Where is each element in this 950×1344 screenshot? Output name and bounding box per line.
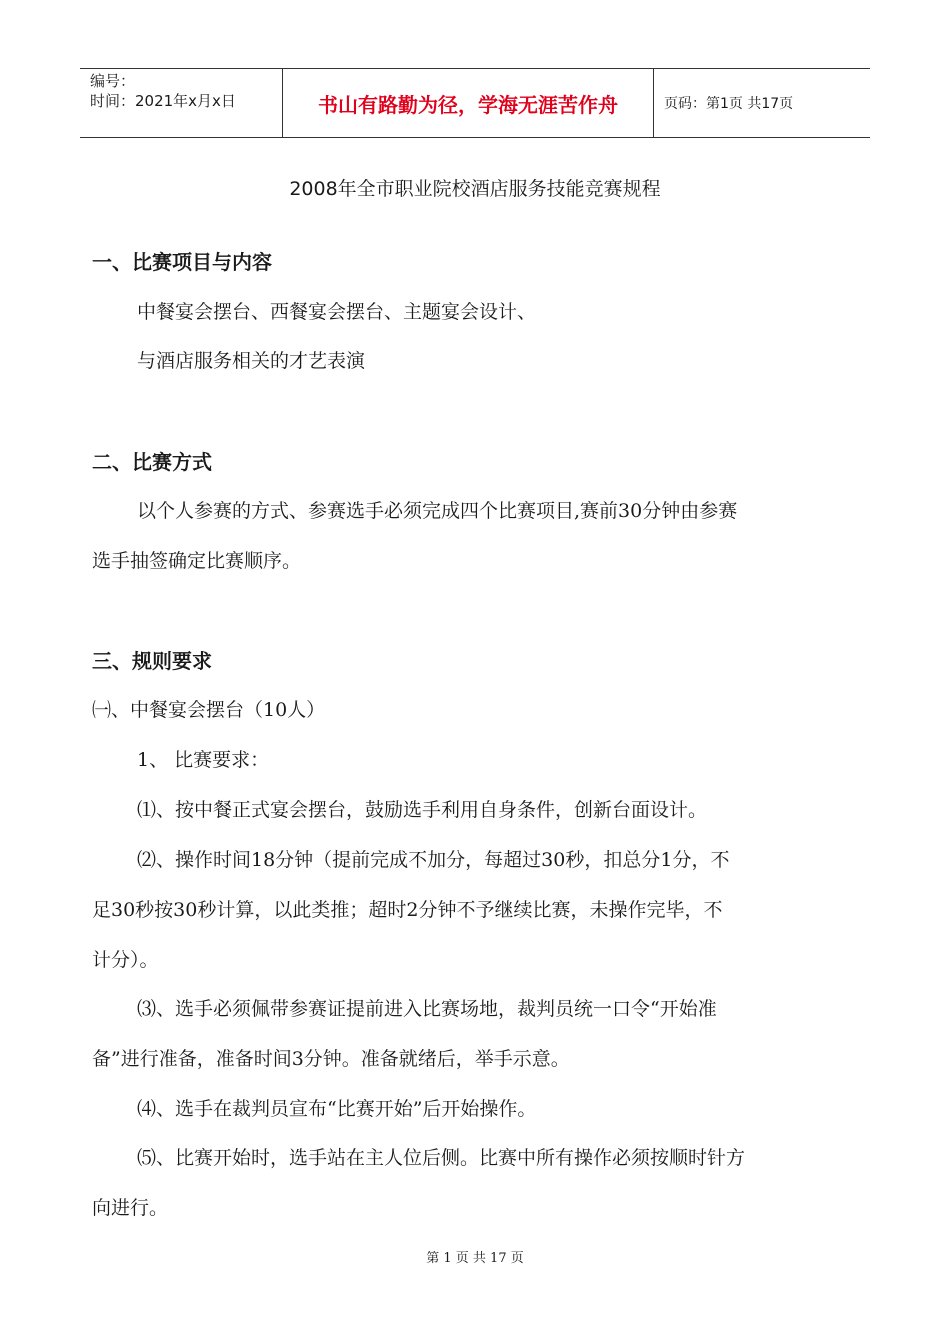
page-footer: 第 1 页 共 17 页 xyxy=(426,1251,524,1266)
subsection-1: ㈠、中餐宴会摆台（10人） xyxy=(92,699,326,721)
paragraph-3-line2: 备”进行准备，准备时间3分钟。准备就绪后，举手示意。 xyxy=(92,1048,570,1070)
header-meta xyxy=(80,69,282,137)
paragraph-2-line3: 计分）。 xyxy=(92,949,159,971)
section-heading-2: 二、比赛方式 xyxy=(92,450,212,474)
paragraph-1: ⑴、按中餐正式宴会摆台，鼓励选手利用自身条件，创新台面设计。 xyxy=(137,799,708,821)
header-page-info xyxy=(654,69,870,137)
page-header xyxy=(80,68,870,138)
paragraph-2-line2: 足30秒按30秒计算，以此类推；超时2分钟不予继续比赛，未操作完毕，不 xyxy=(92,899,723,921)
document-title: 2008年全市职业院校酒店服务技能竞赛规程 xyxy=(289,178,661,200)
paragraph-5-line1: ⑸、比赛开始时，选手站在主人位后侧。比赛中所有操作必须按顺时针方 xyxy=(137,1147,746,1169)
section2-line2: 选手抽签确定比赛顺序。 xyxy=(92,550,302,572)
paragraph-2-line1: ⑵、操作时间18分钟（提前完成不加分，每超过30秒，扣总分1分，不 xyxy=(137,849,730,871)
section2-line1: 以个人参赛的方式、参赛选手必须完成四个比赛项目,赛前30分钟由参赛 xyxy=(137,500,738,522)
item-1: 1、 比赛要求： xyxy=(137,749,270,771)
header-motto-cell xyxy=(282,69,654,137)
section1-line2: 与酒店服务相关的才艺表演 xyxy=(137,350,366,372)
section-heading-1: 一、比赛项目与内容 xyxy=(92,250,272,274)
section1-line1: 中餐宴会摆台、西餐宴会摆台、主题宴会设计、 xyxy=(137,301,537,323)
paragraph-4: ⑷、选手在裁判员宣布“比赛开始”后开始操作。 xyxy=(137,1098,537,1120)
time-label: 时间：2021年x月x日 xyxy=(90,92,236,110)
motto-text: 书山有路勤为径，学海无涯苦作舟 xyxy=(318,92,618,117)
section-heading-3: 三、规则要求 xyxy=(92,649,212,673)
page-info-text: 页码：第1页 共17页 xyxy=(664,96,794,112)
paragraph-3-line1: ⑶、选手必须佩带参赛证提前进入比赛场地，裁判员统一口令“开始准 xyxy=(137,998,717,1020)
number-label: 编号： xyxy=(90,72,136,90)
paragraph-5-line2: 向进行。 xyxy=(92,1197,169,1219)
